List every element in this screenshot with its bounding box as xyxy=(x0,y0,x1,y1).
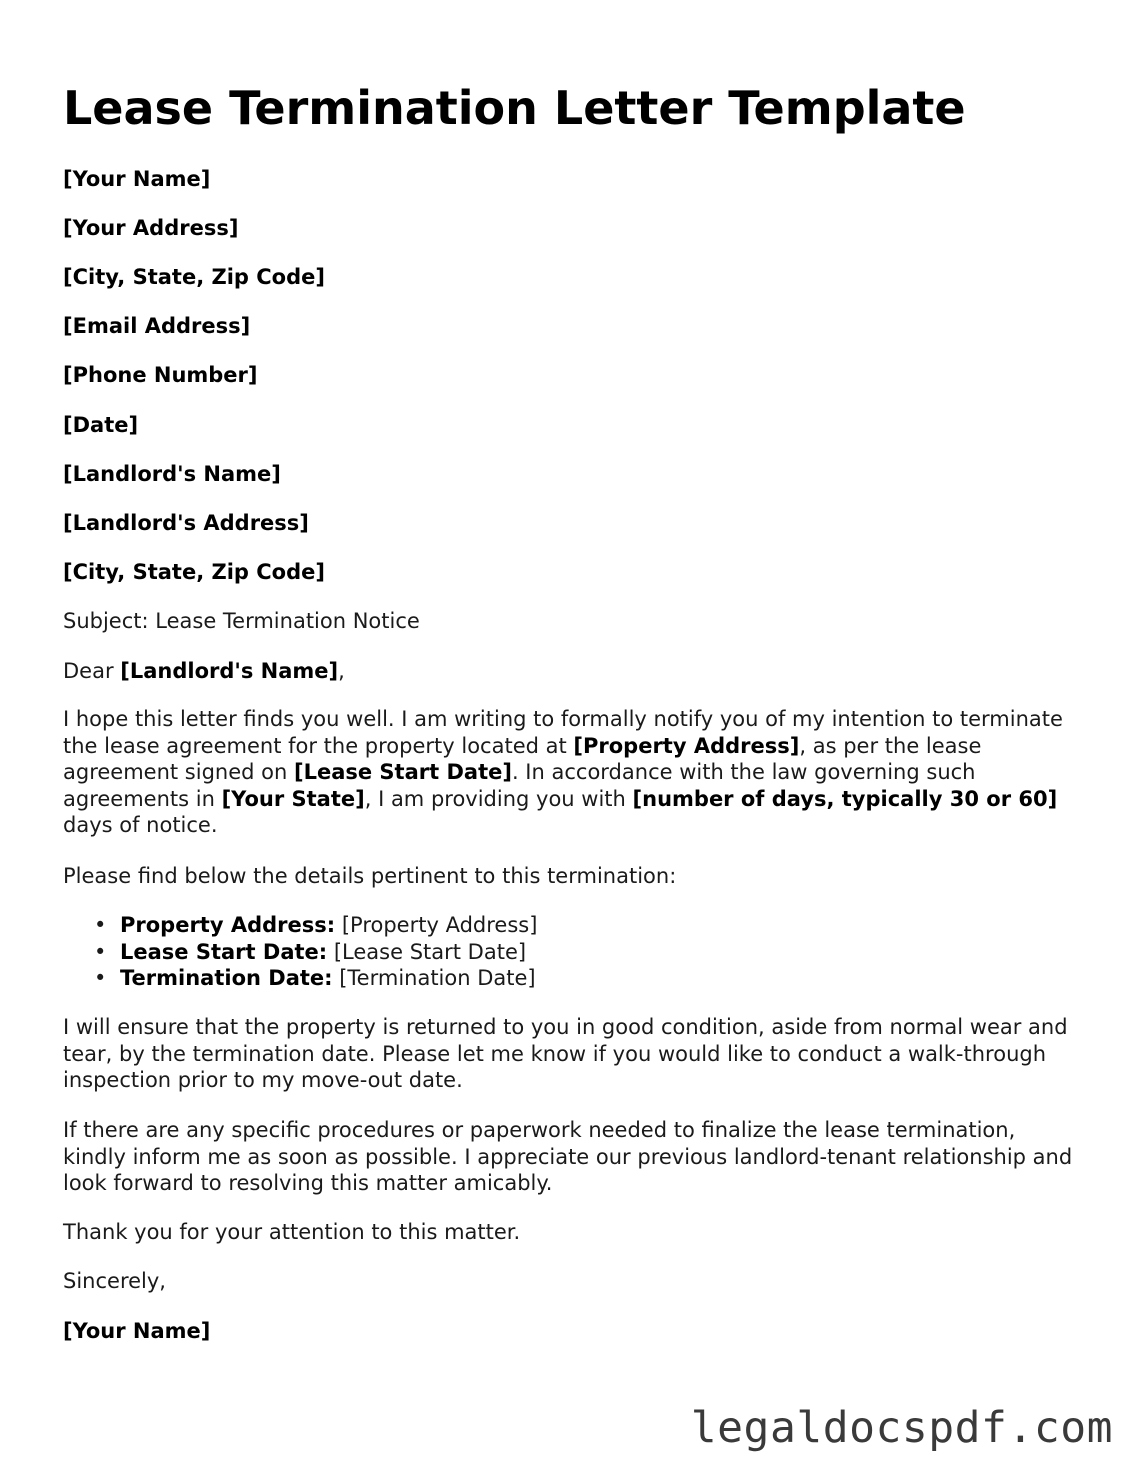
sender-phone: [Phone Number] xyxy=(63,363,258,387)
detail-value: [Property Address] xyxy=(335,913,538,937)
closing-line: Sincerely, xyxy=(63,1269,166,1293)
details-item-lease-start-date xyxy=(94,939,537,966)
bullet-icon: • xyxy=(94,966,107,990)
sender-city-state-zip: [City, State, Zip Code] xyxy=(63,265,325,289)
intro-property-address: [Property Address] xyxy=(573,733,800,758)
recipient-address: [Landlord's Address] xyxy=(63,511,309,535)
details-item-termination-date xyxy=(94,965,537,992)
condition-paragraph: I will ensure that the property is returned to you in good condition, aside from normal wear and tear, by the termination date. Please let me know if you would like to conduct a walk-through inspection prior to my move-out date. xyxy=(63,1015,1068,1092)
intro-text-3: . In accordance with the law governing such agreements in xyxy=(63,760,976,811)
intro-notice-days: [number of days, typically 30 or 60] xyxy=(632,786,1058,811)
intro-lease-start-date: [Lease Start Date] xyxy=(293,760,512,784)
detail-value: [Termination Date] xyxy=(332,966,536,990)
detail-label: Lease Start Date: xyxy=(120,939,328,964)
document-title: Lease Termination Letter Template xyxy=(63,81,966,135)
salutation-suffix: , xyxy=(338,659,345,683)
letter-date: [Date] xyxy=(63,413,139,437)
details-intro: Please find below the details pertinent to this termination: xyxy=(63,864,677,888)
salutation xyxy=(63,657,345,685)
details-item-property-address xyxy=(94,912,538,939)
bullet-icon: • xyxy=(94,913,107,937)
salutation-prefix: Dear xyxy=(63,659,121,683)
intro-text-5: days of notice. xyxy=(63,813,218,837)
recipient-name: [Landlord's Name] xyxy=(63,462,281,486)
intro-your-state: [Your State] xyxy=(221,786,365,811)
sender-email: [Email Address] xyxy=(63,314,251,338)
sender-name: [Your Name] xyxy=(63,167,211,191)
sender-address: [Your Address] xyxy=(63,216,239,240)
detail-value: [Lease Start Date] xyxy=(327,939,527,964)
thanks-line: Thank you for your attention to this matter. xyxy=(63,1220,521,1244)
bullet-icon: • xyxy=(94,939,107,964)
detail-label: Property Address: xyxy=(120,913,336,937)
details-list xyxy=(63,912,537,992)
procedures-paragraph: If there are any specific procedures or paperwork needed to finalize the lease termination, kindly inform me as soon as possible. I appreciate our previous landlord-tenant relationship and look forward to resolving this matter amicably. xyxy=(63,1118,1073,1195)
signature-name: [Your Name] xyxy=(63,1319,211,1343)
intro-paragraph xyxy=(63,706,1083,839)
subject-line: Subject: Lease Termination Notice xyxy=(63,609,420,633)
intro-text-4: , I am providing you with xyxy=(364,786,633,811)
site-watermark: legaldocspdf.com xyxy=(690,1403,1113,1453)
intro-text-1: I hope this letter finds you well. I am writing to formally notify you of my intention to terminate the lease agreement for the property located at xyxy=(63,707,1063,758)
salutation-name: [Landlord's Name] xyxy=(120,659,339,683)
detail-label: Termination Date: xyxy=(120,966,333,990)
intro-text-2: , as per the lease agreement signed on xyxy=(63,733,982,784)
recipient-city-state-zip: [City, State, Zip Code] xyxy=(63,560,325,584)
